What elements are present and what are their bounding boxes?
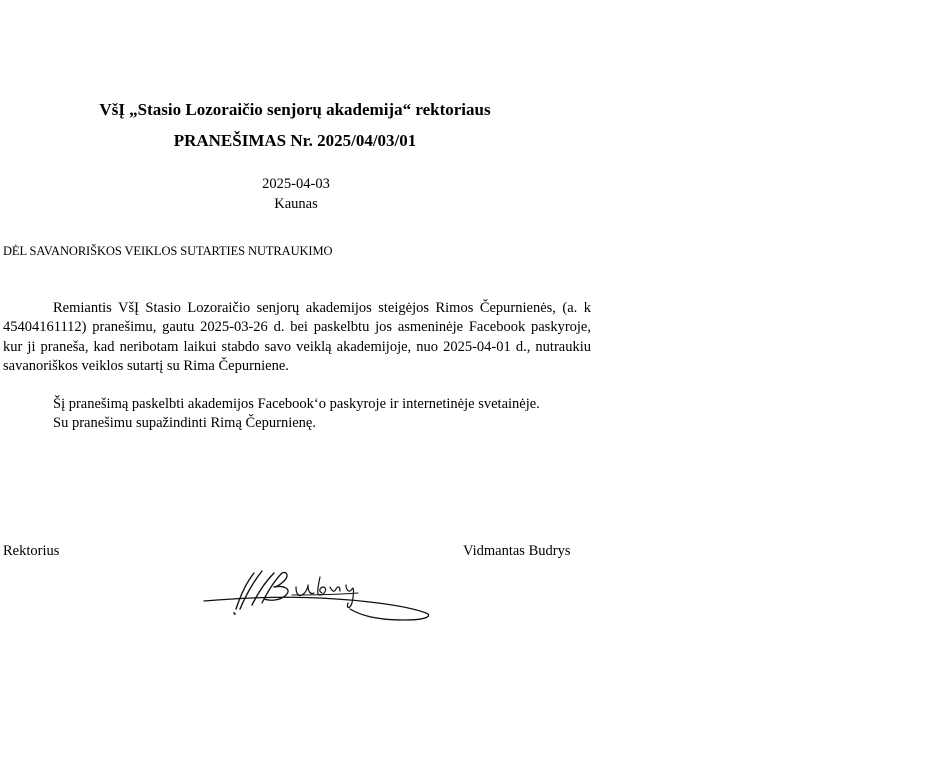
document-title-line1: VšĮ „Stasio Lozoraičio senjorų akademija“ rektoriaus: [99, 100, 491, 119]
document-date: 2025-04-03: [262, 176, 330, 192]
document-body: [3, 299, 591, 434]
handwritten-signature: [200, 565, 436, 625]
body-paragraph-3: Su pranešimu supažindinti Rimą Čepurnienę.: [53, 415, 316, 432]
body-paragraph-2: Šį pranešimą paskelbti akademijos Facebook‘o paskyroje ir internetinėje svetainėje.: [53, 396, 540, 413]
signer-name: Vidmantas Budrys: [463, 543, 571, 559]
document-subject: DĖL SAVANORIŠKOS VEIKLOS SUTARTIES NUTRAUKIMO: [3, 244, 333, 258]
document-title-line2: PRANEŠIMAS Nr. 2025/04/03/01: [173, 131, 417, 150]
body-paragraph-1: Remiantis VšĮ Stasio Lozoraičio senjorų akademijos steigėjos Rimos Čepurnienės, (a. k 45404161112) pranešimu, gautu 2025-03-26 d. bei paskelbtu jos asmeninėje Facebook paskyroje, kur ji praneša, kad neribotam laikui stabdo savo veiklą akademijoje, nuo 2025-04-01 d., nutraukiu savanoriškos veiklos sutartį su Rima Čepurniene.: [3, 300, 591, 374]
document-place: Kaunas: [274, 196, 318, 212]
signer-position: Rektorius: [3, 543, 60, 559]
